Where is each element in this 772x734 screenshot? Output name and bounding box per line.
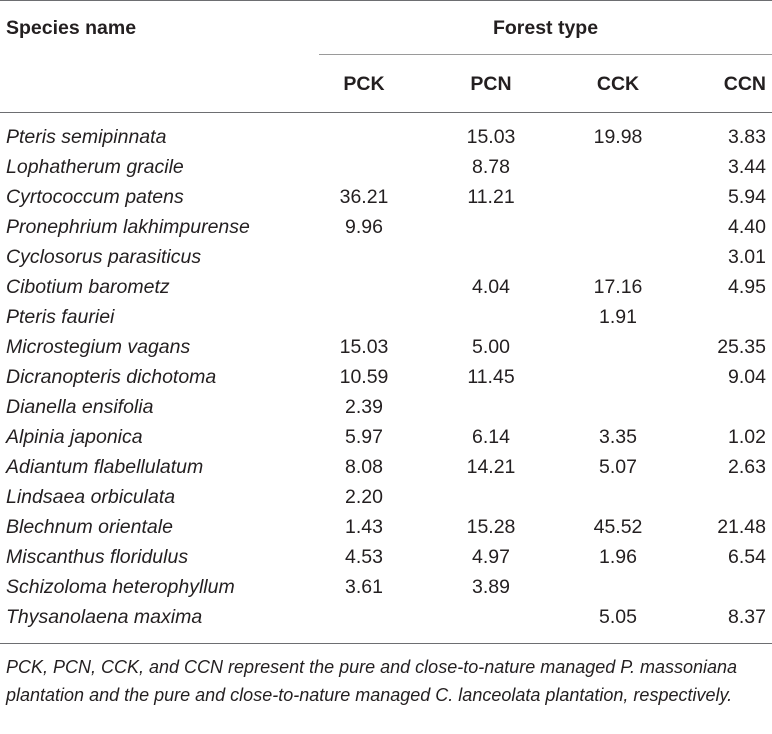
- cck-cell: 45.52: [593, 516, 643, 538]
- species-cell: Schizoloma heterophyllum: [6, 576, 235, 598]
- ccn-cell: 9.04: [728, 366, 766, 388]
- ccn-cell: 4.40: [728, 216, 766, 238]
- cck-cell: 5.07: [599, 456, 637, 478]
- pck-cell: 3.61: [345, 576, 383, 598]
- pcn-cell: 14.21: [466, 456, 516, 478]
- pcn-cell: 4.97: [472, 546, 510, 568]
- species-cell: Blechnum orientale: [6, 516, 173, 538]
- species-cell: Pteris semipinnata: [6, 126, 167, 148]
- table-row: [0, 542, 772, 572]
- pck-cell: 4.53: [345, 546, 383, 568]
- pcn-cell: 3.89: [472, 576, 510, 598]
- column-header-ccn: CCN: [723, 73, 766, 95]
- table-row: [0, 242, 772, 272]
- table-row: [0, 452, 772, 482]
- ccn-cell: 21.48: [717, 516, 766, 538]
- table-row: [0, 152, 772, 182]
- cck-cell: 19.98: [593, 126, 643, 148]
- pcn-cell: 15.03: [466, 126, 516, 148]
- pcn-cell: 8.78: [472, 156, 510, 178]
- cck-cell: 1.91: [599, 306, 637, 328]
- ccn-cell: 5.94: [728, 186, 766, 208]
- ccn-cell: 3.83: [728, 126, 766, 148]
- species-cell: Lindsaea orbiculata: [6, 486, 176, 508]
- table-row: [0, 122, 772, 152]
- table-row: [0, 572, 772, 602]
- table-footnote: PCK, PCN, CCK, and CCN represent the pure and close-to-nature managed P. massoniana plantation and the pure and close-to-nature managed C. lanceolata plantation, respectively.: [6, 657, 738, 705]
- pcn-cell: 15.28: [466, 516, 516, 538]
- table-row: [0, 332, 772, 362]
- species-cell: Cibotium barometz: [6, 276, 170, 298]
- species-cell: Lophatherum gracile: [6, 156, 184, 178]
- column-header-pck: PCK: [343, 73, 385, 95]
- ccn-cell: 25.35: [717, 336, 766, 358]
- pcn-cell: 6.14: [472, 426, 510, 448]
- table-row: [0, 302, 772, 332]
- forest-type-header: Forest type: [492, 17, 599, 39]
- table-top-rule: [0, 0, 772, 1]
- ccn-cell: 2.63: [728, 456, 766, 478]
- table-body: [0, 122, 772, 632]
- ccn-cell: 3.44: [728, 156, 766, 178]
- table-bottom-rule: [0, 643, 772, 644]
- table-row: [0, 362, 772, 392]
- table-row: [0, 512, 772, 542]
- pcn-cell: 5.00: [472, 336, 510, 358]
- species-cell: Cyrtococcum patens: [6, 186, 184, 208]
- pcn-cell: 11.21: [467, 186, 515, 208]
- species-cell: Alpinia japonica: [6, 426, 143, 448]
- species-cell: Miscanthus floridulus: [6, 546, 189, 568]
- cck-cell: 3.35: [599, 426, 637, 448]
- table-row: [0, 182, 772, 212]
- pcn-cell: 4.04: [472, 276, 510, 298]
- header-bottom-rule: [0, 112, 772, 113]
- species-cell: Dicranopteris dichotoma: [6, 366, 217, 388]
- pck-cell: 5.97: [345, 426, 383, 448]
- pck-cell: 8.08: [345, 456, 383, 478]
- ccn-cell: 6.54: [728, 546, 766, 568]
- table-row: [0, 602, 772, 632]
- column-header-cck: CCK: [596, 73, 640, 95]
- ccn-cell: 4.95: [728, 276, 766, 298]
- species-cell: Thysanolaena maxima: [6, 606, 203, 628]
- ccn-cell: 1.02: [728, 426, 766, 448]
- forest-type-rule: [319, 54, 772, 55]
- species-cell: Pronephrium lakhimpurense: [6, 216, 250, 238]
- ccn-cell: 3.01: [728, 246, 766, 268]
- pck-cell: 9.96: [345, 216, 383, 238]
- species-cell: Adiantum flabellulatum: [6, 456, 204, 478]
- column-header-pcn: PCN: [470, 73, 512, 95]
- pck-cell: 1.43: [345, 516, 383, 538]
- cck-cell: 17.16: [593, 276, 643, 298]
- table-row: [0, 482, 772, 512]
- ccn-cell: 8.37: [728, 606, 766, 628]
- pck-cell: 15.03: [339, 336, 389, 358]
- table-row: [0, 422, 772, 452]
- species-cell: Microstegium vagans: [6, 336, 191, 358]
- pck-cell: 2.20: [345, 486, 383, 508]
- table-row: [0, 392, 772, 422]
- species-cell: Dianella ensifolia: [6, 396, 154, 418]
- table-row: [0, 272, 772, 302]
- species-header: Species name: [6, 17, 137, 39]
- cck-cell: 1.96: [599, 546, 637, 568]
- species-cell: Cyclosorus parasiticus: [6, 246, 202, 268]
- pck-cell: 10.59: [339, 366, 389, 388]
- pck-cell: 36.21: [339, 186, 389, 208]
- cck-cell: 5.05: [599, 606, 637, 628]
- species-cell: Pteris fauriei: [6, 306, 115, 328]
- pck-cell: 2.39: [345, 396, 383, 418]
- pcn-cell: 11.45: [467, 366, 515, 388]
- table-row: [0, 212, 772, 242]
